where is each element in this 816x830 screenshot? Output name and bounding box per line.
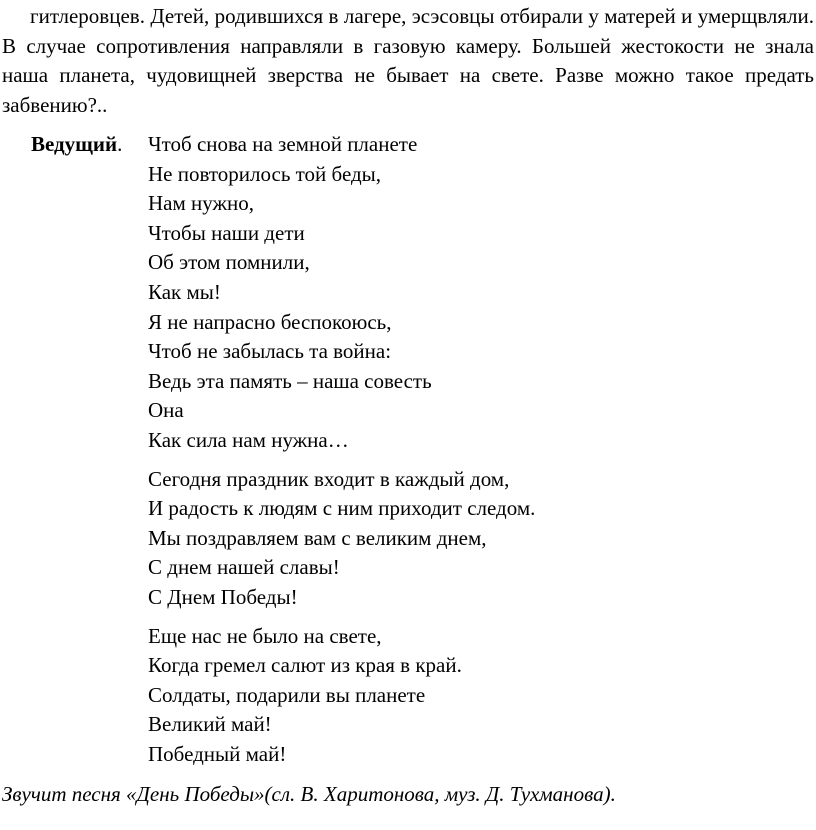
poem-line: Она [148, 398, 184, 423]
poem-line: Ведь эта память – наша совесть [148, 368, 432, 393]
poem-line: Победный май! [148, 741, 287, 766]
poem-line: Еще нас не было на свете, [148, 623, 382, 648]
stanza-1 [148, 130, 808, 456]
poem-line: Чтоб не забылась та война: [148, 339, 392, 364]
poem-line: Чтоб снова на земной планете [148, 132, 418, 156]
poem-line: Чтобы наши дети [148, 220, 305, 245]
stage-direction-text: Звучит песня «День Победы»(сл. В. Харитонова, муз. Д. Тухманова) [2, 782, 611, 806]
poem [148, 130, 808, 769]
poem-line: Нам нужно, [148, 191, 254, 216]
stanza-2 [148, 465, 808, 613]
speaker-label [31, 130, 122, 160]
poem-line: Я не напрасно беспокоюсь, [148, 309, 392, 334]
speaker-dot: . [117, 132, 123, 156]
poem-line: Мы поздравляем вам с великим днем, [148, 525, 487, 550]
stanza-3 [148, 622, 808, 770]
poem-line: Солдаты, подарили вы планете [148, 682, 426, 707]
poem-line: С Днем Победы! [148, 584, 298, 609]
intro-text: гитлеровцев. Детей, родившихся в лагере, эсэсовцы отбирали у матерей и умерщвляли. В случае сопротивления направляли в газовую камеру. Большей жестокости не знала наша планета, чудовищней зверства не бывает на свете. Разве можно такое предать забвению?.. [2, 4, 814, 117]
poem-line: Как сила нам нужна… [148, 427, 349, 452]
poem-line: Сегодня праздник входит в каждый дом, [148, 466, 510, 491]
speaker-name: Ведущий [31, 132, 118, 156]
poem-line: Об этом помнили, [148, 250, 310, 275]
poem-line: Когда гремел салют из края в край. [148, 653, 462, 678]
poem-line: Не повторилось той беды, [148, 161, 382, 186]
poem-line: Великий май! [148, 712, 272, 737]
stage-direction [2, 780, 616, 809]
poem-line: С днем нашей славы! [148, 555, 340, 580]
intro-paragraph [2, 2, 814, 120]
poem-line: Как мы! [148, 279, 221, 304]
stage-direction-end: . [610, 782, 616, 806]
poem-line: И радость к людям с ним приходит следом. [148, 496, 536, 521]
